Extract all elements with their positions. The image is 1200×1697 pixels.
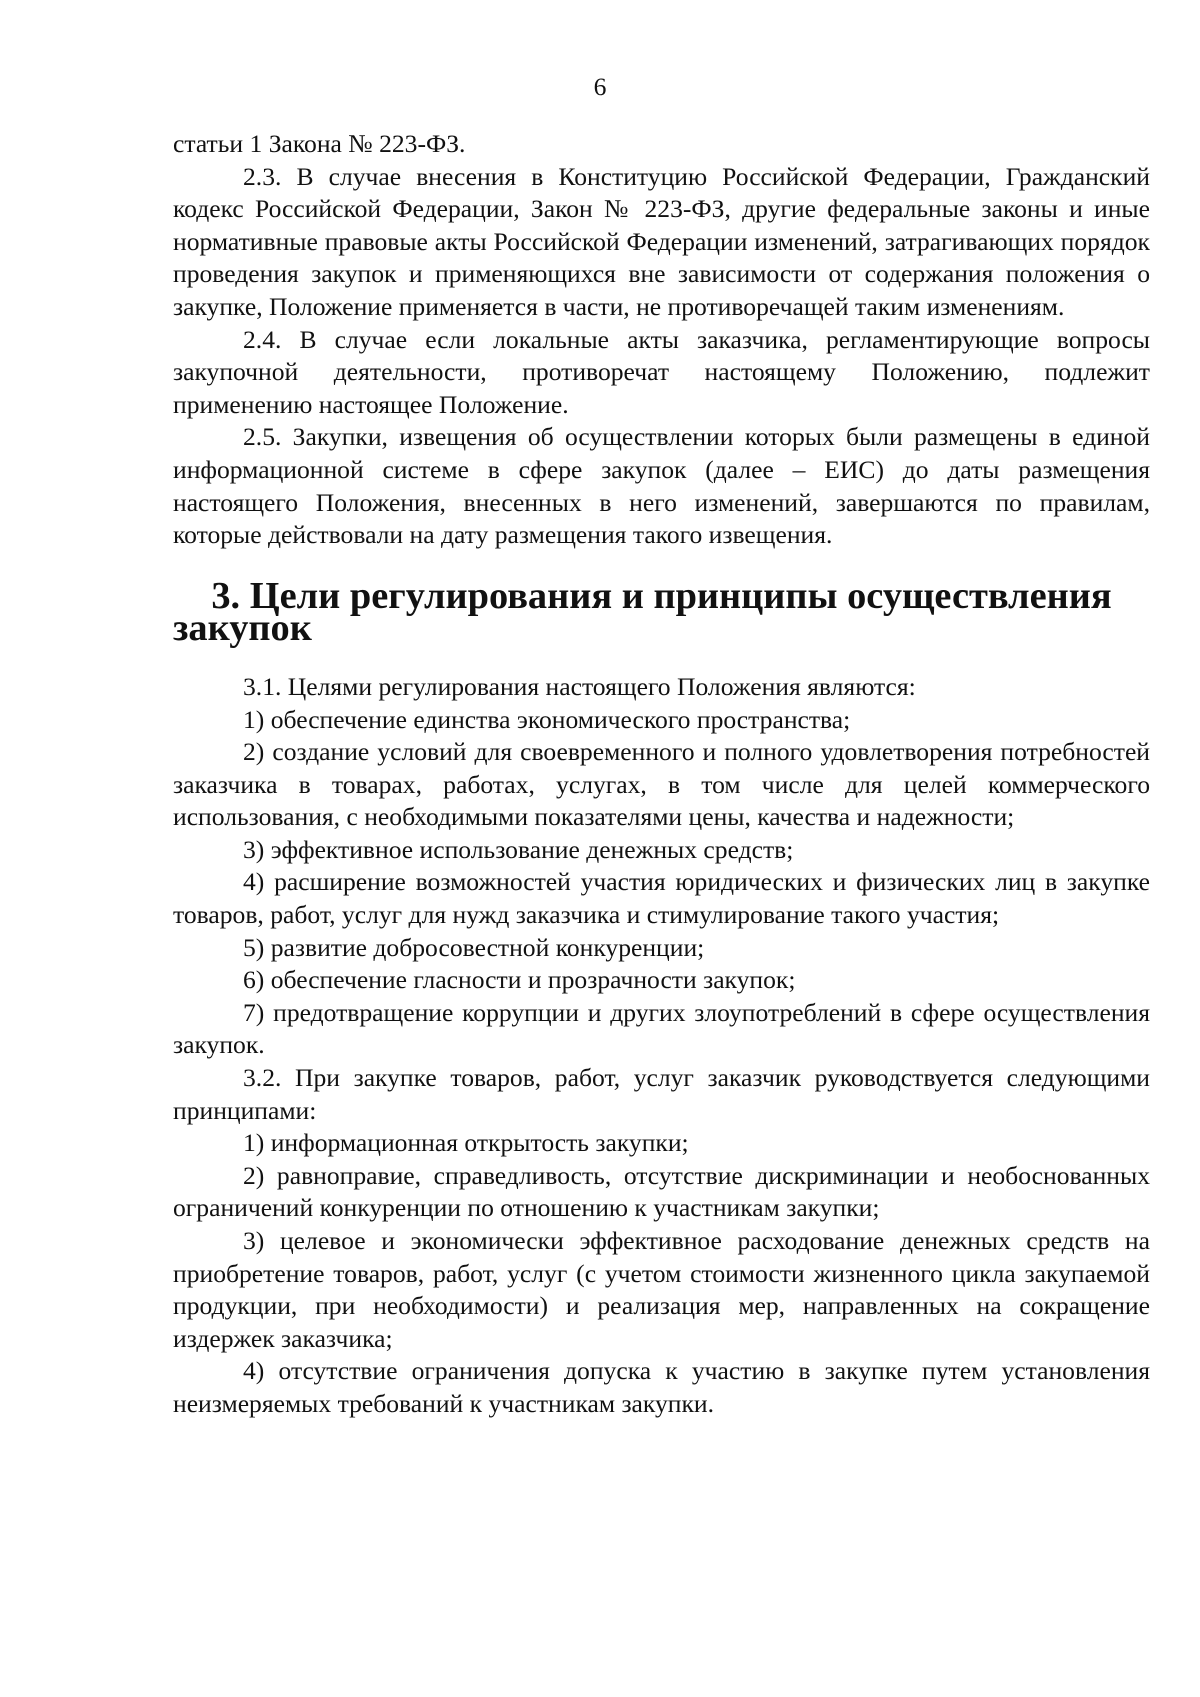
list-item-3-1-4: 4) расширение возможностей участия юридических и физических лиц в закупке товаров, работ, услуг для нужд заказчика и стимулирование такого участия; xyxy=(173,867,1150,930)
document-body xyxy=(173,128,1150,1421)
list-item-3-2-2: 2) равноправие, справедливость, отсутствие дискриминации и необоснованных ограничений конкуренции по отношению к участникам закупки; xyxy=(173,1160,1150,1223)
page-number: 6 xyxy=(593,72,607,101)
paragraph-3-1: 3.1. Целями регулирования настоящего Положения являются: xyxy=(243,671,916,701)
paragraph-2-5: 2.5. Закупки, извещения об осуществлении которых были размещены в единой информационной системе в сфере закупок (далее – ЕИС) до даты размещения настоящего Положения, внесенных в него изменений, завершаются по правилам, которые действовали на дату размещения такого извещения. xyxy=(173,422,1150,550)
list-item-3-2-3: 3) целевое и экономически эффективное расходование денежных средств на приобретение товаров, работ, услуг (с учетом стоимости жизненного цикла закупаемой продукции, при необходимости) и реализация мер, направленных на сокращение издержек заказчика; xyxy=(173,1226,1150,1353)
list-item-3-1-7: 7) предотвращение коррупции и других злоупотреблений в сфере осуществления закупок. xyxy=(173,997,1150,1060)
list-item-3-1-1: 1) обеспечение единства экономического пространства; xyxy=(243,704,851,734)
paragraph-2-4: 2.4. В случае если локальные акты заказчика, регламентирующие вопросы закупочной деятельности, противоречат настоящему Положению, подлежит применению настоящее Положение. xyxy=(173,324,1150,419)
list-item-3-1-3: 3) эффективное использование денежных средств; xyxy=(243,834,794,864)
list-item-3-2-4: 4) отсутствие ограничения допуска к участию в закупке путем установления неизмеряемых требований к участникам закупки. xyxy=(173,1356,1150,1418)
list-item-3-1-6: 6) обеспечение гласности и прозрачности закупок; xyxy=(243,965,796,995)
list-item-3-1-5: 5) развитие добросовестной конкуренции; xyxy=(243,932,705,962)
list-item-3-2-1: 1) информационная открытость закупки; xyxy=(243,1128,689,1158)
paragraph-3-2: 3.2. При закупке товаров, работ, услуг заказчик руководствуется следующими принципами: xyxy=(173,1063,1150,1125)
paragraph-2-3: 2.3. В случае внесения в Конституцию Российской Федерации, Гражданский кодекс Российской Федерации, Закон № 223-ФЗ, другие федеральные законы и иные нормативные правовые акты Российской Федерации изменений, затрагивающих порядок проведения закупок и применяющихся вне зависимости от содержания положения о закупке, Положение применяется в части, не противоречащей таким изменениям. xyxy=(173,161,1150,321)
list-item-3-1-2: 2) создание условий для своевременного и полного удовлетворения потребностей заказчика в товарах, работах, услугах, в том числе для целей коммерческого использования, с необходимыми показателями цены, качества и надежности; xyxy=(173,737,1150,832)
paragraph-continuation: статьи 1 Закона № 223-ФЗ. xyxy=(173,129,466,158)
section-heading: 3. Цели регулирования и принципы осуществления закупок xyxy=(173,574,1112,650)
